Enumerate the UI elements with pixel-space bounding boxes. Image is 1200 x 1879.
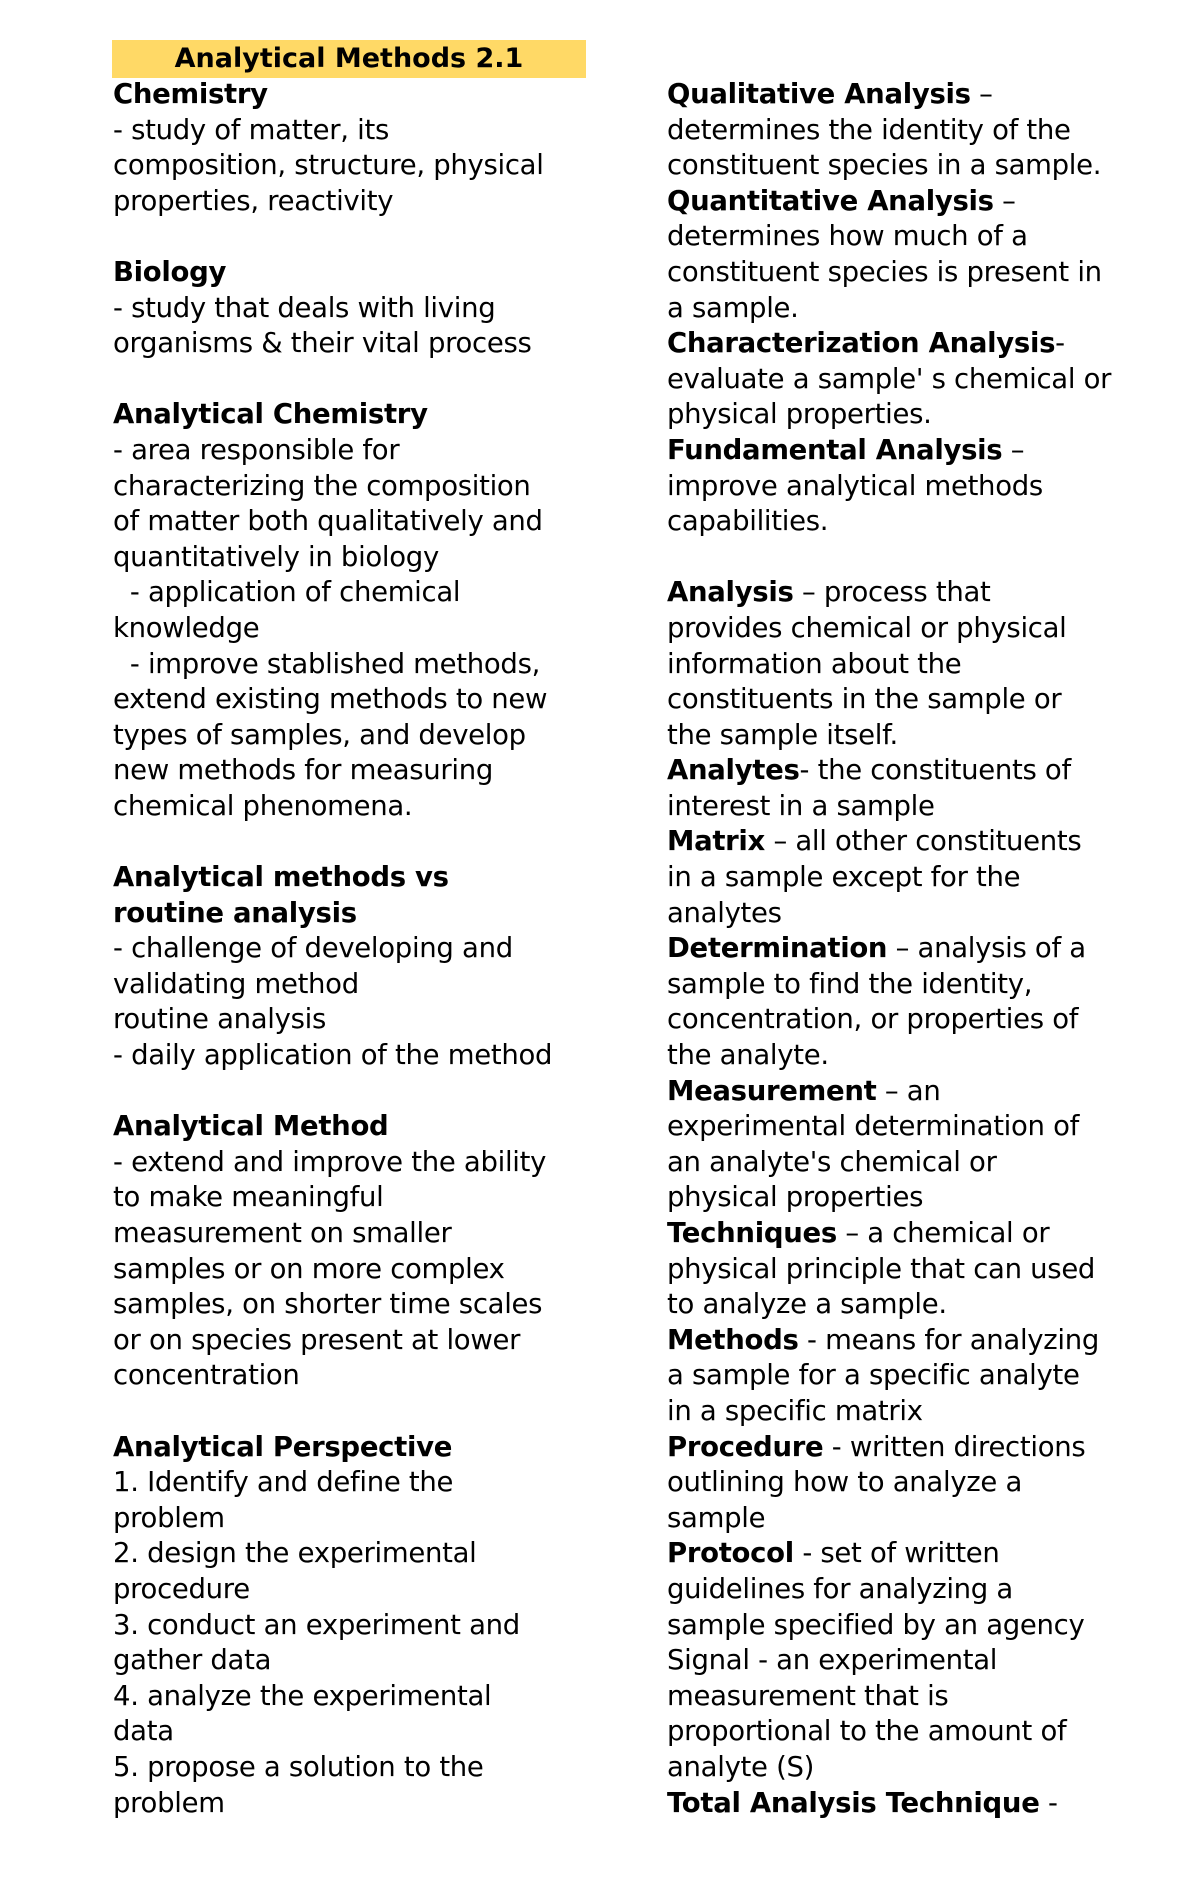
- text-line: 1. Identify and define the: [113, 1466, 454, 1499]
- definition-text: a sample.: [667, 291, 799, 324]
- text-line: - area responsible for: [113, 433, 400, 466]
- text-line: [667, 1714, 1147, 1750]
- text-line: [667, 1750, 1147, 1786]
- section-heading: routine analysis: [113, 896, 357, 929]
- text-line: - study of matter, its: [113, 113, 389, 146]
- text-line: properties, reactivity: [113, 184, 394, 217]
- section-heading: Analytical methods vs: [113, 861, 449, 894]
- text-line: problem: [113, 1786, 225, 1819]
- text-line: [667, 1643, 1147, 1679]
- term-label: Characterization Analysis: [667, 327, 1056, 360]
- term-label: Quantitative Analysis: [667, 184, 994, 217]
- text-line: measurement on smaller: [113, 1217, 452, 1249]
- blank-line: [113, 1074, 593, 1110]
- definition-text: measurement that is: [667, 1679, 949, 1712]
- definition-line: [667, 1536, 1147, 1572]
- definition-line: [667, 931, 1147, 967]
- definition-text: constituent species is present in: [667, 255, 1102, 288]
- text-line: characterizing the composition: [113, 469, 531, 502]
- text-line: [667, 896, 1147, 932]
- text-line: organisms & their vital process: [113, 327, 532, 360]
- definition-text: analyte (S): [667, 1750, 815, 1783]
- text-line: [667, 1358, 1147, 1394]
- definition-text: –: [993, 184, 1016, 217]
- definition-text: to analyze a sample.: [667, 1288, 947, 1321]
- definition-text: physical properties: [667, 1181, 924, 1214]
- definition-text: – process that: [793, 576, 991, 609]
- text-line: [667, 504, 1147, 540]
- text-line: of matter both qualitatively and: [113, 505, 543, 538]
- definition-text: provides chemical or physical: [667, 611, 1067, 644]
- section-heading: Analytical Chemistry: [113, 398, 428, 431]
- definition-text: constituent species in a sample.: [667, 149, 1102, 182]
- section-heading: Analytical Method: [113, 1110, 389, 1143]
- definition-text: concentration, or properties of: [667, 1003, 1079, 1036]
- blank-line: [113, 219, 593, 255]
- text-line: - improve stablished methods,: [113, 647, 541, 680]
- text-line: [667, 219, 1147, 255]
- definition-text: – a chemical or: [836, 1217, 1050, 1249]
- text-line: knowledge: [113, 611, 260, 644]
- term-label: Total Analysis Technique: [667, 1786, 1040, 1819]
- definition-text: physical properties.: [667, 398, 932, 431]
- definition-text: improve analytical methods: [667, 469, 1043, 502]
- definition-text: the analyte.: [667, 1039, 829, 1072]
- definition-line: [667, 433, 1147, 469]
- definition-text: - set of written: [793, 1537, 1000, 1570]
- definition-text: an analyte's chemical or: [667, 1145, 997, 1178]
- text-line: [667, 397, 1147, 433]
- definition-text: sample specified by an agency: [667, 1608, 1085, 1641]
- text-line: - extend and improve the ability: [113, 1145, 547, 1178]
- definition-text: –: [970, 78, 993, 110]
- definition-text: – analysis of a: [887, 932, 1086, 965]
- text-line: - daily application of the method: [113, 1039, 553, 1072]
- page-title: Analytical Methods 2.1: [112, 40, 586, 78]
- text-line: types of samples, and develop: [113, 718, 526, 751]
- text-line: samples or on more complex: [113, 1252, 505, 1285]
- definition-text: - means for analyzing: [798, 1323, 1100, 1356]
- text-line: - study that deals with living: [113, 291, 496, 324]
- text-line: [667, 1109, 1147, 1145]
- text-line: [667, 1287, 1147, 1323]
- text-line: [667, 1145, 1147, 1181]
- text-line: [667, 291, 1147, 327]
- term-label: Procedure: [667, 1430, 824, 1463]
- definition-text: physical principle that can used: [667, 1252, 1096, 1285]
- term-label: Analytes: [667, 754, 800, 787]
- definition-line: [667, 1074, 1147, 1110]
- definition-text: interest in a sample: [667, 789, 935, 822]
- definition-text: a sample for a specific analyte: [667, 1359, 1080, 1392]
- text-line: [667, 967, 1147, 1003]
- definition-text: – all other constituents: [765, 825, 1082, 858]
- definition-line: [667, 1786, 1147, 1822]
- definition-text: –: [1002, 433, 1025, 466]
- definition-line: [667, 77, 1147, 113]
- definition-text: evaluate a sample' s chemical or: [667, 362, 1112, 395]
- definition-text: capabilities.: [667, 505, 829, 538]
- definition-line: [667, 1323, 1147, 1359]
- text-line: samples, on shorter time scales: [113, 1288, 543, 1321]
- text-line: [667, 718, 1147, 754]
- text-line: validating method: [113, 967, 359, 1000]
- text-line: [667, 1002, 1147, 1038]
- definition-text: in a specific matrix: [667, 1394, 923, 1427]
- text-line: [667, 1394, 1147, 1430]
- text-line: [667, 113, 1147, 149]
- text-line: 2. design the experimental: [113, 1537, 477, 1570]
- text-line: 4. analyze the experimental: [113, 1679, 492, 1712]
- text-line: [667, 1679, 1147, 1715]
- definition-text: constituents in the sample or: [667, 683, 1062, 716]
- text-line: composition, structure, physical: [113, 149, 544, 182]
- term-label: Determination: [667, 932, 888, 965]
- definition-text: Signal - an experimental: [667, 1644, 998, 1677]
- definition-line: [667, 184, 1147, 220]
- definition-text: in a sample except for the: [667, 861, 1021, 894]
- definition-text: sample: [667, 1501, 766, 1534]
- text-line: [667, 1180, 1147, 1216]
- definition-text: determines how much of a: [667, 220, 1028, 253]
- text-line: quantitatively in biology: [113, 540, 439, 573]
- section-heading: Chemistry: [113, 78, 268, 110]
- left-column: [113, 77, 593, 1821]
- text-line: 5. propose a solution to the: [113, 1750, 484, 1783]
- text-line: or on species present at lower: [113, 1323, 521, 1356]
- text-line: to make meaningful: [113, 1181, 384, 1214]
- blank-line: [667, 540, 1147, 576]
- term-label: Techniques: [667, 1217, 837, 1249]
- text-line: [667, 1572, 1147, 1608]
- definition-text: - the constituents of: [799, 754, 1071, 787]
- definition-line: [667, 326, 1147, 362]
- text-line: - challenge of developing and: [113, 932, 513, 965]
- definition-text: determines the identity of the: [667, 113, 1071, 146]
- definition-text: sample to find the identity,: [667, 967, 1033, 1000]
- term-label: Matrix: [667, 825, 765, 858]
- text-line: 3. conduct an experiment and: [113, 1608, 520, 1641]
- text-line: [667, 789, 1147, 825]
- text-line: concentration: [113, 1359, 300, 1392]
- term-label: Fundamental Analysis: [667, 433, 1003, 466]
- text-line: procedure: [113, 1572, 250, 1605]
- text-line: extend existing methods to new: [113, 683, 548, 716]
- text-line: data: [113, 1715, 174, 1748]
- definition-text: the sample itself.: [667, 718, 898, 751]
- term-label: Analysis: [667, 576, 794, 609]
- definition-text: information about the: [667, 647, 962, 680]
- definition-text: - written directions: [823, 1430, 1086, 1463]
- term-label: Measurement: [667, 1074, 877, 1107]
- text-line: [667, 611, 1147, 647]
- blank-line: [113, 824, 593, 860]
- term-label: Protocol: [667, 1537, 794, 1570]
- definition-text: – an: [876, 1074, 941, 1107]
- text-line: [667, 647, 1147, 683]
- definition-text: -: [1055, 327, 1065, 360]
- definition-text: outlining how to analyze a: [667, 1466, 1023, 1499]
- text-line: [667, 148, 1147, 184]
- text-line: [667, 1038, 1147, 1074]
- term-label: Methods: [667, 1323, 799, 1356]
- text-line: [667, 682, 1147, 718]
- text-line: new methods for measuring: [113, 754, 494, 787]
- definition-text: guidelines for analyzing a: [667, 1572, 1013, 1605]
- text-line: [667, 860, 1147, 896]
- text-line: [667, 1465, 1147, 1501]
- blank-line: [113, 1394, 593, 1430]
- text-line: chemical phenomena.: [113, 789, 413, 822]
- section-heading: Biology: [113, 255, 227, 288]
- text-line: routine analysis: [113, 1003, 327, 1036]
- right-column: [667, 77, 1147, 1821]
- text-line: [667, 1501, 1147, 1537]
- definition-text: analytes: [667, 896, 782, 929]
- definition-text: proportional to the amount of: [667, 1715, 1067, 1748]
- definition-text: -: [1039, 1786, 1058, 1819]
- text-line: problem: [113, 1501, 225, 1534]
- term-label: Qualitative Analysis: [667, 78, 971, 110]
- text-line: [667, 1608, 1147, 1644]
- text-line: [667, 469, 1147, 505]
- definition-text: experimental determination of: [667, 1110, 1080, 1143]
- definition-line: [667, 1430, 1147, 1466]
- text-line: [667, 1252, 1147, 1288]
- definition-line: [667, 575, 1147, 611]
- definition-line: [667, 824, 1147, 860]
- text-line: [667, 362, 1147, 398]
- blank-line: [113, 362, 593, 398]
- section-heading: Analytical Perspective: [113, 1430, 453, 1463]
- text-line: - application of chemical: [113, 576, 461, 609]
- definition-line: [667, 753, 1147, 789]
- text-line: gather data: [113, 1644, 272, 1677]
- text-line: [667, 255, 1147, 291]
- definition-line: [667, 1216, 1147, 1252]
